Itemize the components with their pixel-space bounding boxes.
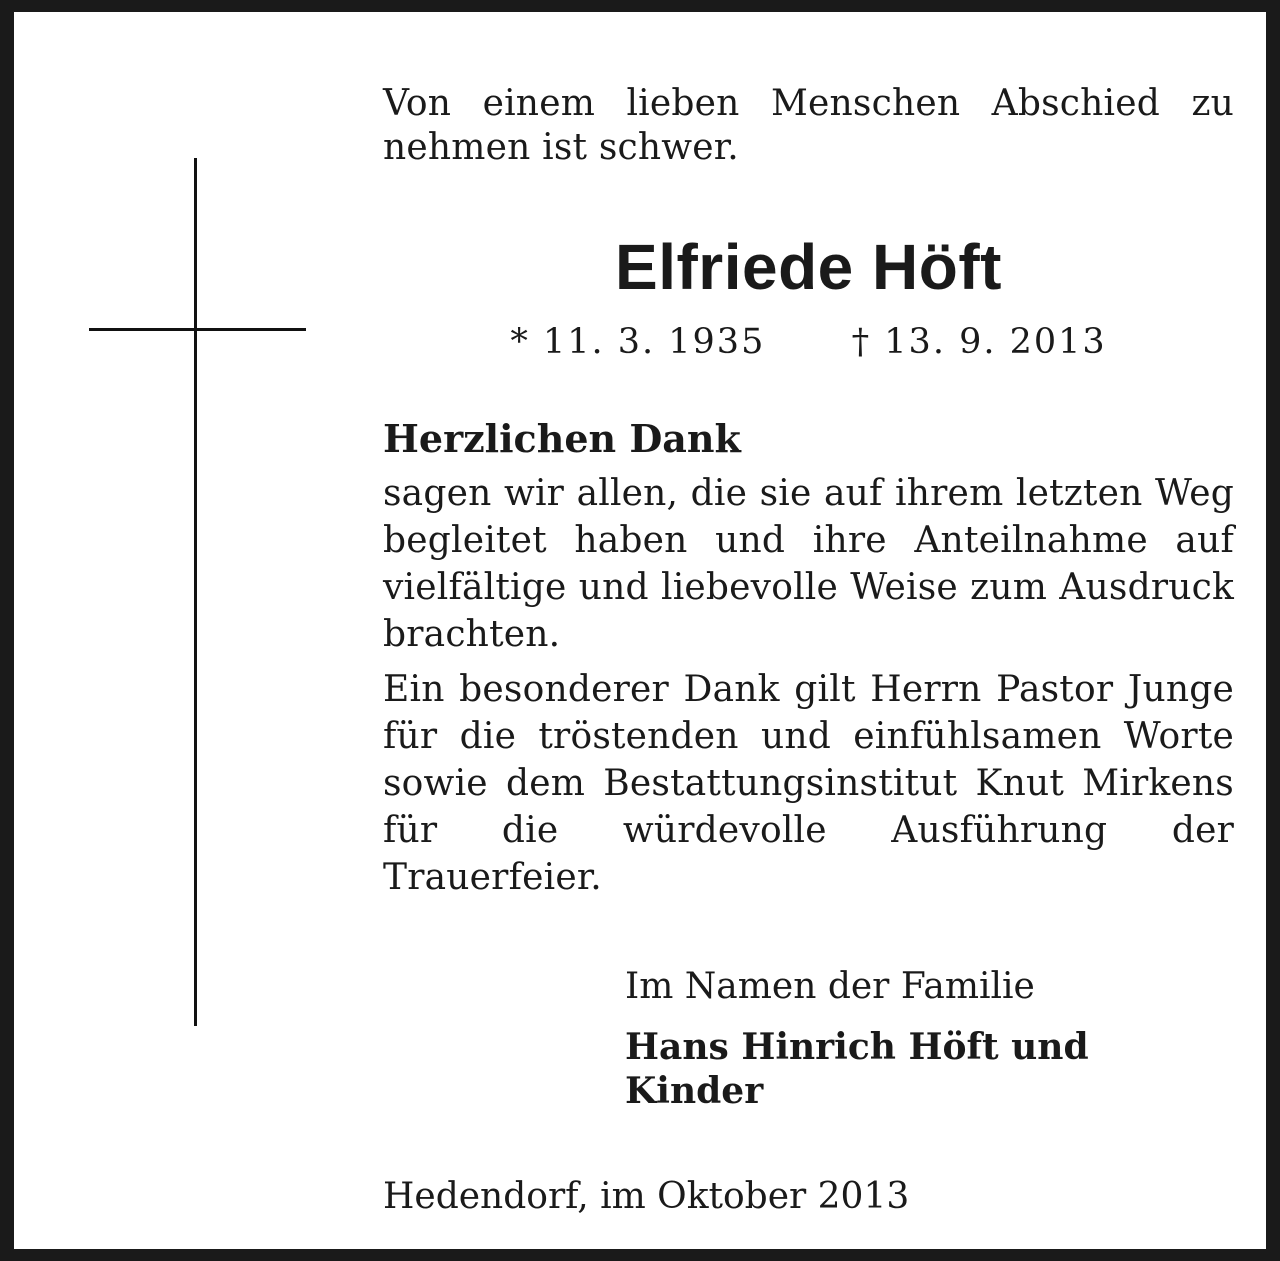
signoff-line: Im Namen der Familie	[625, 966, 1035, 1007]
cross-icon-vertical-bar	[194, 158, 197, 1026]
family-signature: Hans Hinrich Höft und Kinder	[625, 1026, 1089, 1112]
cross-icon-horizontal-bar	[89, 328, 306, 331]
intro-text: Von einem lieben Menschen Abschied zu nehmen ist schwer.	[383, 83, 1234, 168]
life-dates	[383, 320, 1234, 364]
death-date: 13. 9. 2013	[884, 322, 1107, 362]
thanks-paragraph-1: sagen wir allen, die sie auf ihrem letzten Weg begleitet haben und ihre Anteilnahme auf vielfältige und liebevolle Weise zum Ausdruck brachten.	[383, 473, 1234, 655]
place-and-date: Hedendorf, im Oktober 2013	[383, 1176, 910, 1217]
birth-date: 11. 3. 1935	[542, 322, 766, 362]
death-symbol: †	[851, 322, 872, 362]
thanks-heading: Herzlichen Dank	[383, 416, 741, 461]
birth-symbol: *	[510, 322, 530, 362]
thanks-paragraph-2: Ein besonderer Dank gilt Herrn Pastor Junge für die tröstenden und einfühlsamen Worte sowie dem Bestattungsinstitut Knut Mirkens für die würdevolle Ausführung der Trauerfeier.	[383, 669, 1234, 898]
notice-content	[383, 82, 1234, 1219]
deceased-name: Elfriede Höft	[615, 231, 1002, 303]
